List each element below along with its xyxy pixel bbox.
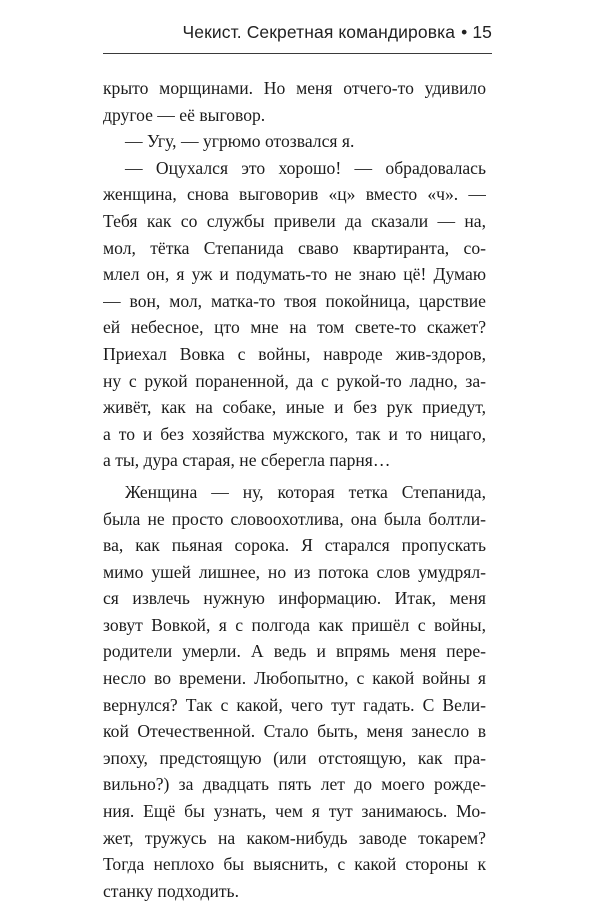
- text-line: эпоху, предстоящую (или отстоящую, как пра-: [103, 747, 486, 768]
- text-line: млел он, я уж и подумать-то не знаю цё! Думаю: [103, 264, 486, 285]
- text-line: Приехал Вовка с войны, навроде жив-здоров,: [103, 343, 486, 364]
- body-text: [103, 75, 486, 904]
- text-line: несло во времени. Любопытно, с какой войны я: [103, 668, 486, 689]
- text-line: ей небесное, цто мне на том свете-то скажет?: [103, 317, 486, 338]
- text-line: была не просто словоохотлива, она была болтли-: [103, 508, 486, 529]
- text-line: вернулся? Так с какой, чего тут гадать. С Вели-: [103, 694, 486, 715]
- header-rule: [103, 53, 492, 54]
- text-line: живёт, как на собаке, иные и без рук приедут,: [103, 397, 486, 418]
- text-line: мол, тётка Степанида сваво квартиранта, со-: [103, 237, 486, 258]
- running-head: [0, 0, 600, 60]
- page-number: 15: [472, 22, 492, 42]
- text-line: станку подходить.: [103, 880, 239, 901]
- running-head-title: Чекист. Секретная командировка: [182, 22, 456, 42]
- text-line: — вон, мол, матка-то твоя покойница, царствие: [103, 290, 486, 311]
- text-line: Тебя как со службы привели да сказали — на,: [103, 210, 486, 231]
- text-line: а то и без хозяйства мужского, так и то ницаго,: [103, 423, 486, 444]
- text-line: мимо ушей лишнее, но из потока слов умудрял-: [103, 561, 486, 582]
- text-line: ну с рукой пораненной, да с рукой-то ладно, за-: [103, 370, 486, 391]
- text-line: вильно?) за двадцать пять лет до моего рожде-: [103, 774, 486, 795]
- text-line: ся извлечь нужную информацию. Итак, меня: [103, 588, 486, 609]
- text-line: — Оцухался это хорошо! — обрадовалась: [125, 157, 486, 178]
- text-line: зовут Вовкой, я с полгода как пришёл с войны,: [103, 614, 486, 635]
- text-line: женщина, снова выговорив «ц» вместо «ч». —: [103, 184, 486, 205]
- text-line: Тогда неплохо бы выяснить, с какой стороны к: [103, 854, 486, 875]
- text-line: жет, тружусь на каком-нибудь заводе токарем?: [103, 827, 486, 848]
- text-line: родители умерли. А ведь и впрямь меня пере-: [103, 641, 486, 662]
- text-line: — Угу, — угрюмо отозвался я.: [125, 131, 355, 152]
- running-head-bullet: •: [461, 22, 468, 42]
- text-line: другое — её выговор.: [103, 104, 266, 125]
- text-line: ния. Ещё бы узнать, чем я тут занимаюсь. Мо-: [103, 801, 486, 822]
- text-line: кой Отечественной. Стало быть, меня занесло в: [103, 721, 486, 742]
- text-line: крыто морщинами. Но меня отчего-то удивило: [103, 78, 486, 98]
- text-line: ва, как пьяная сорока. Я старался пропускать: [103, 535, 486, 556]
- text-line: а ты, дура старая, не сберегла парня…: [103, 450, 391, 471]
- text-line: Женщина — ну, которая тетка Степанида,: [125, 481, 486, 502]
- running-head-text: [183, 22, 492, 43]
